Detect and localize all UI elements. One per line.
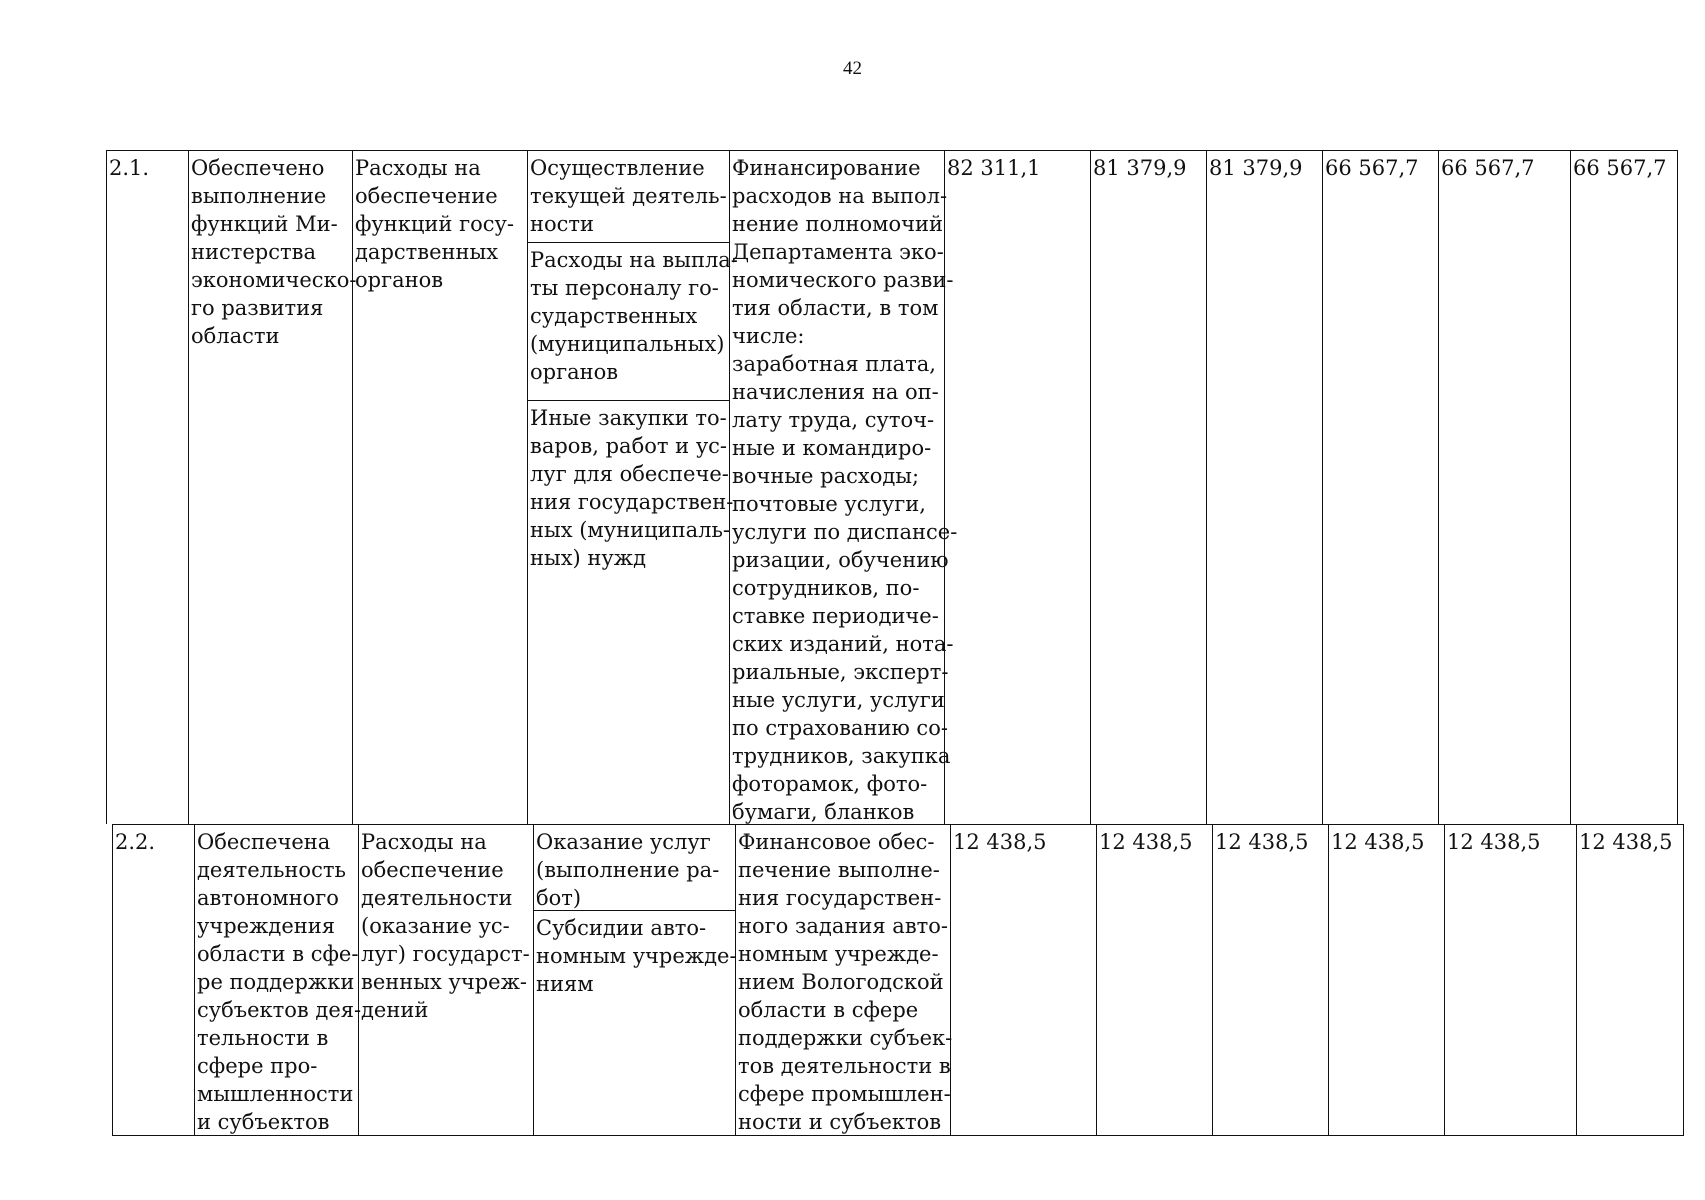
- text-line: лату труда, суточ-: [732, 408, 935, 432]
- text-line: ные услуги, услуги: [732, 688, 945, 712]
- purpose-cell: [735, 824, 953, 1136]
- text-line: вочные расходы;: [732, 464, 920, 488]
- text-line: расходов на выпол-: [732, 184, 948, 208]
- text-line: почтовые услуги,: [732, 492, 926, 516]
- text-line: услуги по диспансе-: [732, 520, 958, 544]
- text-line: деятельность: [197, 858, 346, 882]
- purpose-text: [732, 154, 958, 826]
- result-cell: [188, 150, 357, 824]
- expense-cell: [358, 824, 533, 1136]
- value-cell: [1212, 824, 1328, 1136]
- value: 12 438,5: [1099, 830, 1193, 854]
- text-line: номического разви-: [732, 268, 954, 292]
- text-line: ных) нужд: [530, 546, 647, 570]
- text-line: выполнение: [191, 184, 327, 208]
- text-line: ности: [530, 212, 595, 236]
- text-line: числе:: [732, 324, 805, 348]
- text-line: сфере промышлен-: [738, 1082, 951, 1106]
- value-cell: [1328, 824, 1444, 1136]
- value-cell: [1576, 824, 1684, 1136]
- text-line: ризации, обучению: [732, 548, 949, 572]
- text-line: области в сфере: [738, 998, 919, 1022]
- activity-cell: [533, 824, 735, 1136]
- text-line: сфере про-: [197, 1054, 318, 1078]
- text-line: поддержки субъек-: [738, 1026, 953, 1050]
- text-line: трудников, закупка: [732, 744, 951, 768]
- text-line: Обеспечена: [197, 830, 331, 854]
- text-line: функций госу-: [355, 212, 514, 236]
- text-line: текущей деятель-: [530, 184, 727, 208]
- text-line: автономного: [197, 886, 339, 910]
- text-line: мышленности: [197, 1082, 354, 1106]
- text-line: функций Ми-: [191, 212, 338, 236]
- text-line: области в сфе-: [197, 942, 359, 966]
- value: 81 379,9: [1093, 156, 1187, 180]
- text-line: Расходы на выпла-: [530, 248, 738, 272]
- text-line: дений: [361, 998, 429, 1022]
- text-line: Расходы на: [355, 156, 481, 180]
- row-number: 2.2.: [115, 830, 156, 854]
- text-line: ные и командиро-: [732, 436, 932, 460]
- text-line: ты персоналу го-: [530, 276, 719, 300]
- text-line: го развития: [191, 296, 324, 320]
- activity-cell: [527, 150, 738, 824]
- text-line: органов: [355, 268, 444, 292]
- expense-text: [361, 828, 531, 1024]
- text-line: учреждения: [197, 914, 336, 938]
- text-line: ниям: [536, 972, 594, 996]
- text-line: венных учреж-: [361, 970, 528, 994]
- text-line: Осуществление: [530, 156, 705, 180]
- text-line: номным учрежде-: [536, 944, 737, 968]
- value: 12 438,5: [1215, 830, 1309, 854]
- text-line: номным учрежде-: [738, 942, 939, 966]
- purpose-cell: [729, 150, 958, 824]
- expense-cell: [352, 150, 527, 824]
- activity-item: [530, 246, 738, 386]
- text-line: субъектов дея-: [197, 998, 362, 1022]
- text-line: органов: [530, 360, 619, 384]
- value: 12 438,5: [1447, 830, 1541, 854]
- result-cell: [194, 824, 362, 1136]
- text-line: обеспечение: [361, 858, 504, 882]
- text-line: ния государствен-: [738, 886, 942, 910]
- text-line: области: [191, 324, 280, 348]
- text-line: ских изданий, нота-: [732, 632, 954, 656]
- row-number: 2.1.: [109, 156, 150, 180]
- value: 12 438,5: [1331, 830, 1425, 854]
- text-line: начисления на оп-: [732, 380, 939, 404]
- text-line: тов деятельности в: [738, 1054, 951, 1078]
- text-line: печение выполне-: [738, 858, 940, 882]
- text-line: Финансовое обес-: [738, 830, 935, 854]
- value-cell: [1090, 150, 1206, 824]
- text-line: Расходы на: [361, 830, 487, 854]
- text-line: сударственных: [530, 304, 698, 328]
- text-line: фоторамок, фото-: [732, 772, 928, 796]
- text-line: обеспечение: [355, 184, 498, 208]
- value: 66 567,7: [1325, 156, 1419, 180]
- table-row: [112, 824, 1684, 1136]
- value-cell: [950, 824, 1096, 1136]
- text-line: Департамента эко-: [732, 240, 944, 264]
- text-line: варов, работ и ус-: [530, 434, 728, 458]
- text-line: нием Вологодской: [738, 970, 944, 994]
- text-line: ставке периодиче-: [732, 604, 939, 628]
- text-line: риальные, эксперт-: [732, 660, 949, 684]
- text-line: Субсидии авто-: [536, 916, 707, 940]
- text-line: нистерства: [191, 240, 316, 264]
- value-cell: [1206, 150, 1322, 824]
- value-cell: [944, 150, 1090, 824]
- text-line: луг) государст-: [361, 942, 530, 966]
- value-cell: [1096, 824, 1212, 1136]
- text-line: дарственных: [355, 240, 499, 264]
- text-line: ре поддержки: [197, 970, 355, 994]
- value-cell: [1438, 150, 1570, 824]
- text-line: экономическо-: [191, 268, 357, 292]
- value: 81 379,9: [1209, 156, 1303, 180]
- text-line: и субъектов: [197, 1110, 330, 1134]
- text-line: заработная плата,: [732, 352, 936, 376]
- value: 12 438,5: [1579, 830, 1673, 854]
- value: 82 311,1: [947, 156, 1041, 180]
- text-line: ности и субъектов: [738, 1110, 942, 1134]
- result-text: [191, 154, 357, 350]
- text-line: (оказание ус-: [361, 914, 510, 938]
- result-text: [197, 828, 362, 1136]
- text-line: ния государствен-: [530, 490, 734, 514]
- text-line: по страхованию со-: [732, 716, 948, 740]
- text-line: ных (муниципаль-: [530, 518, 730, 542]
- activity-item: [530, 404, 734, 572]
- text-line: ного задания авто-: [738, 914, 948, 938]
- activity-item: [536, 914, 737, 998]
- value: 66 567,7: [1441, 156, 1535, 180]
- text-line: деятельности: [361, 886, 513, 910]
- text-line: бумаги, бланков: [732, 800, 915, 824]
- text-line: Иные закупки то-: [530, 406, 727, 430]
- table-row: [106, 150, 1678, 824]
- value-cell: [1322, 150, 1438, 824]
- text-line: сотрудников, по-: [732, 576, 920, 600]
- expense-text: [355, 154, 525, 294]
- value-cell: [1444, 824, 1576, 1136]
- text-line: Оказание услуг: [536, 830, 711, 854]
- text-line: нение полномочий: [732, 212, 943, 236]
- value: 12 438,5: [953, 830, 1047, 854]
- text-line: Финансирование: [732, 156, 921, 180]
- value-cell: [1570, 150, 1678, 824]
- text-line: тельности в: [197, 1026, 329, 1050]
- text-line: бот): [536, 886, 582, 910]
- activity-item: [530, 154, 727, 238]
- text-line: тия области, в том: [732, 296, 939, 320]
- row-number-cell: [106, 150, 188, 824]
- text-line: (муниципальных): [530, 332, 725, 356]
- text-line: Обеспечено: [191, 156, 325, 180]
- page-number: 42: [843, 58, 862, 79]
- text-line: (выполнение ра-: [536, 858, 720, 882]
- value: 66 567,7: [1573, 156, 1667, 180]
- text-line: луг для обеспече-: [530, 462, 729, 486]
- activity-item: [536, 828, 733, 912]
- purpose-text: [738, 828, 953, 1136]
- row-number-cell: [112, 824, 194, 1136]
